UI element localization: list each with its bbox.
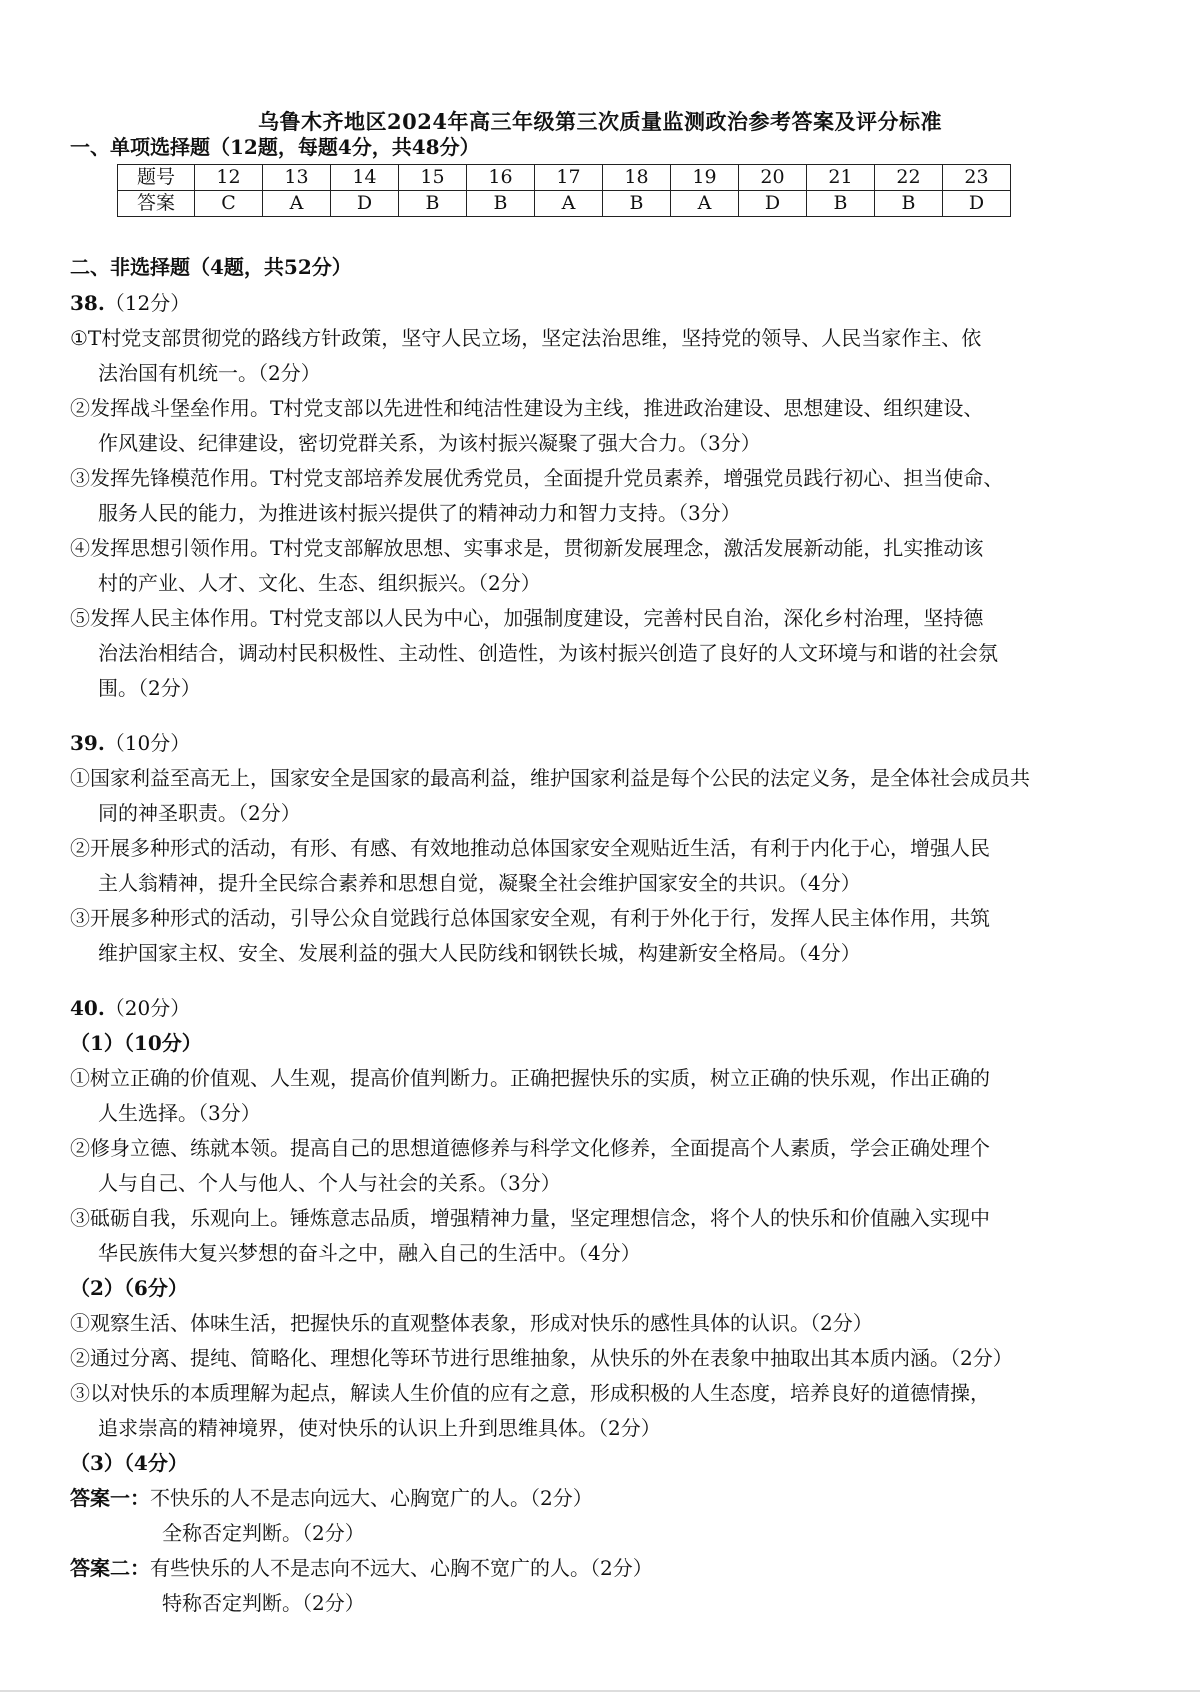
answer-row	[118, 191, 1011, 217]
answer-two-label: 答案二：	[70, 1556, 150, 1580]
page-title: 乌鲁木齐地区2024年高三年级第三次质量监测政治参考答案及评分标准	[258, 109, 942, 134]
answer-cell: B	[467, 191, 535, 217]
q40-part3-heading: （3）（4分）	[70, 1451, 188, 1475]
answer-one-label: 答案一：	[70, 1486, 150, 1510]
section1-heading: 一、单项选择题（12题，每题4分，共48分）	[70, 135, 480, 159]
answer-two-judgment: 特称否定判断。（2分）	[162, 1591, 365, 1615]
q40-part1-line: 人生选择。（3分）	[98, 1101, 261, 1125]
answer-cell: D	[739, 191, 807, 217]
question-number: 18	[603, 165, 671, 191]
answer-cell: C	[195, 191, 263, 217]
answer-table	[117, 164, 1011, 217]
q40-part2-line: 追求崇高的精神境界，使对快乐的认识上升到思维具体。（2分）	[98, 1416, 661, 1440]
question-number: 20	[739, 165, 807, 191]
q39-line: 同的神圣职责。（2分）	[98, 801, 301, 825]
answer-cell: B	[807, 191, 875, 217]
question-score: （10分）	[104, 731, 191, 755]
q39-line: 维护国家主权、安全、发展利益的强大人民防线和钢铁长城，构建新安全格局。（4分）	[98, 941, 861, 965]
page-bottom-divider	[0, 1690, 1200, 1692]
q38-line: 服务人民的能力，为推进该村振兴提供了的精神动力和智力支持。（3分）	[98, 501, 741, 525]
q40-part1-line: 华民族伟大复兴梦想的奋斗之中，融入自己的生活中。（4分）	[98, 1241, 641, 1265]
q40-part1-line: 人与自己、个人与他人、个人与社会的关系。（3分）	[98, 1171, 561, 1195]
q40-heading	[70, 992, 1160, 1021]
row-label-question: 题号	[118, 165, 195, 191]
answer-cell: B	[875, 191, 943, 217]
q40-part2-line: ③以对快乐的本质理解为起点，解读人生价值的应有之意，形成积极的人生态度，培养良好的道德情操，	[70, 1381, 990, 1405]
q39-line: ②开展多种形式的活动，有形、有感、有效地推动总体国家安全观贴近生活，有利于内化于心，增强人民	[70, 836, 990, 860]
question-number: 12	[195, 165, 263, 191]
q38-line: ⑤发挥人民主体作用。T村党支部以人民为中心，加强制度建设，完善村民自治，深化乡村治理，坚持德	[70, 606, 984, 630]
question-number: 15	[399, 165, 467, 191]
question-number: 13	[263, 165, 331, 191]
q40-part1-line: ③砥砺自我，乐观向上。锤炼意志品质，增强精神力量，坚定理想信念，将个人的快乐和价值融入实现中	[70, 1206, 990, 1230]
question-number: 21	[807, 165, 875, 191]
answer-one-judgment: 全称否定判断。（2分）	[162, 1521, 365, 1545]
q38-line: 作风建设、纪律建设，密切党群关系，为该村振兴凝聚了强大合力。（3分）	[98, 431, 761, 455]
question-number-label: 40.	[70, 996, 105, 1020]
q40-part2-line: ①观察生活、体味生活，把握快乐的直观整体表象，形成对快乐的感性具体的认识。（2分）	[70, 1311, 873, 1335]
section2-heading: 二、非选择题（4题，共52分）	[70, 255, 352, 279]
question-number: 23	[943, 165, 1011, 191]
question-number-label: 39.	[70, 731, 105, 755]
q40-part1-heading: （1）（10分）	[70, 1031, 202, 1055]
q38-line: ④发挥思想引领作用。T村党支部解放思想、实事求是，贯彻新发展理念，激活发展新动能，扎实推动该	[70, 536, 984, 560]
answer-cell: D	[331, 191, 399, 217]
q38-line: ③发挥先锋模范作用。T村党支部培养发展优秀党员，全面提升党员素养，增强党员践行初心、担当使命、	[70, 466, 1004, 490]
q40-part2-heading: （2）（6分）	[70, 1276, 188, 1300]
answer-two	[70, 1552, 1160, 1581]
answer-cell: D	[943, 191, 1011, 217]
q38-line: ①T村党支部贯彻党的路线方针政策，坚守人民立场，坚定法治思维，坚持党的领导、人民当家作主、依	[70, 326, 982, 350]
q40-part1-line: ①树立正确的价值观、人生观，提高价值判断力。正确把握快乐的实质，树立正确的快乐观，作出正确的	[70, 1066, 990, 1090]
question-number: 22	[875, 165, 943, 191]
answer-two-text: 有些快乐的人不是志向不远大、心胸不宽广的人。（2分）	[150, 1556, 653, 1580]
question-number: 16	[467, 165, 535, 191]
row-label-answer: 答案	[118, 191, 195, 217]
answer-cell: A	[671, 191, 739, 217]
question-number-label: 38.	[70, 291, 105, 315]
question-number: 19	[671, 165, 739, 191]
q38-heading	[70, 287, 1160, 316]
question-number: 14	[331, 165, 399, 191]
q38-line: 围。（2分）	[98, 676, 201, 700]
q39-line: 主人翁精神，提升全民综合素养和思想自觉，凝聚全社会维护国家安全的共识。（4分）	[98, 871, 861, 895]
q39-line: ①国家利益至高无上，国家安全是国家的最高利益，维护国家利益是每个公民的法定义务，是全体社会成员共	[70, 766, 1030, 790]
q38-line: 治法治相结合，调动村民积极性、主动性、创造性，为该村振兴创造了良好的人文环境与和谐的社会氛	[98, 641, 998, 665]
answer-one-text: 不快乐的人不是志向远大、心胸宽广的人。（2分）	[150, 1486, 593, 1510]
question-score: （20分）	[104, 996, 191, 1020]
answer-one	[70, 1482, 1160, 1511]
question-number: 17	[535, 165, 603, 191]
q38-line: ②发挥战斗堡垒作用。T村党支部以先进性和纯洁性建设为主线，推进政治建设、思想建设、组织建设、	[70, 396, 984, 420]
q38-line: 法治国有机统一。（2分）	[98, 361, 321, 385]
q39-line: ③开展多种形式的活动，引导公众自觉践行总体国家安全观，有利于外化于行，发挥人民主体作用，共筑	[70, 906, 990, 930]
answer-cell: B	[603, 191, 671, 217]
question-number-row	[118, 165, 1011, 191]
answer-cell: A	[263, 191, 331, 217]
q40-part2-line: ②通过分离、提纯、简略化、理想化等环节进行思维抽象，从快乐的外在表象中抽取出其本质内涵。（2分）	[70, 1346, 1013, 1370]
q38-line: 村的产业、人才、文化、生态、组织振兴。（2分）	[98, 571, 541, 595]
answer-cell: A	[535, 191, 603, 217]
question-score: （12分）	[104, 291, 191, 315]
q40-part1-line: ②修身立德、练就本领。提高自己的思想道德修养与科学文化修养，全面提高个人素质，学会正确处理个	[70, 1136, 990, 1160]
q39-heading	[70, 727, 1160, 756]
answer-cell: B	[399, 191, 467, 217]
